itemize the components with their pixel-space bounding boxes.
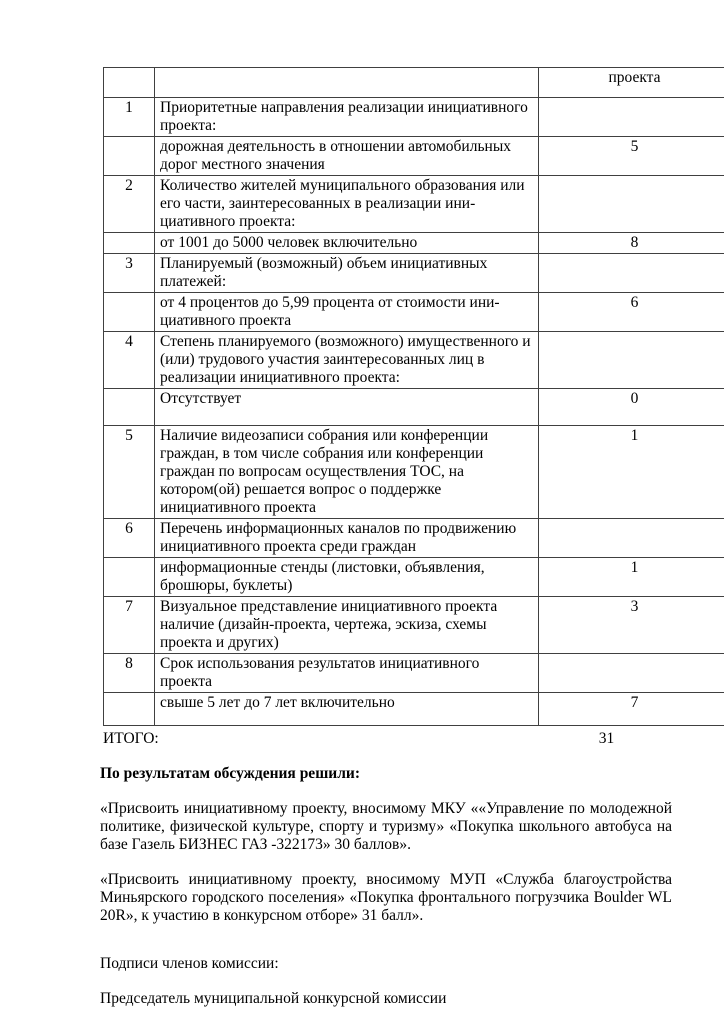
header-number-cell <box>104 68 155 98</box>
criterion-number-cell: 1 <box>104 98 155 137</box>
scoring-table <box>103 67 724 726</box>
table-row <box>104 519 724 558</box>
criterion-text-cell: от 4 процентов до 5,99 процента от стоимости ини-циативного проекта <box>155 293 539 332</box>
signatures-chairman-line: Председатель муниципальной конкурсной комиссии <box>100 990 447 1007</box>
criterion-number-cell: 3 <box>104 254 155 293</box>
resolution-paragraph: «Присвоить инициативному проекту, вносимому МКУ ««Управление по молодежной политике, физической культуре, спорту и туризму» «Покупка школьного автобуса на базе Газель БИЗНЕС ГАЗ -322173» 30 баллов». <box>100 800 672 853</box>
criterion-text-cell: Срок использования результатов инициативного проекта <box>155 654 539 693</box>
criterion-text-cell: Наличие видеозаписи собрания или конференции граждан, в том числе собрания или конференции граждан по вопросам осуществления ТОС, на котором(ой) решается вопрос о поддержке инициативного проекта <box>155 426 539 519</box>
criterion-number-cell <box>104 293 155 332</box>
points-cell: 0 <box>539 389 724 426</box>
criterion-text-cell: дорожная деятельность в отношении автомобильных дорог местного значения <box>155 137 539 176</box>
table-row <box>104 389 724 426</box>
table-row <box>104 176 724 233</box>
table-row <box>104 597 724 654</box>
criterion-number-cell <box>104 693 155 726</box>
criterion-text-cell: от 1001 до 5000 человек включительно <box>155 233 539 254</box>
criterion-text-cell: Планируемый (возможный) объем инициативных платежей: <box>155 254 539 293</box>
header-criterion-cell <box>155 68 539 98</box>
points-cell <box>539 654 724 693</box>
criterion-text-cell: Степень планируемого (возможного) имущественного и (или) трудового участия заинтересованных лиц в реализации инициативного проекта: <box>155 332 539 389</box>
points-cell <box>539 176 724 233</box>
points-cell <box>539 254 724 293</box>
criterion-number-cell: 6 <box>104 519 155 558</box>
table-row <box>104 332 724 389</box>
table-row <box>104 558 724 597</box>
criterion-text-cell: Визуальное представление инициативного проекта наличие (дизайн-проекта, чертежа, эскиза, схемы проекта и других) <box>155 597 539 654</box>
header-points-cell: проекта <box>539 68 724 98</box>
criterion-number-cell: 4 <box>104 332 155 389</box>
points-cell: 1 <box>539 426 724 519</box>
criterion-text-cell: Количество жителей муниципального образования или его части, заинтересованных в реализации ини-циативного проекта: <box>155 176 539 233</box>
criterion-text-cell: Перечень информационных каналов по продвижению инициативного проекта среди граждан <box>155 519 539 558</box>
criterion-number-cell: 7 <box>104 597 155 654</box>
criterion-number-cell: 8 <box>104 654 155 693</box>
criterion-number-cell: 2 <box>104 176 155 233</box>
table-row <box>104 137 724 176</box>
criterion-number-cell <box>104 233 155 254</box>
points-cell <box>539 98 724 137</box>
points-cell <box>539 519 724 558</box>
signatures-intro: Подписи членов комиссии: <box>100 955 279 972</box>
table-row <box>104 98 724 137</box>
points-cell <box>539 332 724 389</box>
criterion-number-cell: 5 <box>104 426 155 519</box>
points-cell: 5 <box>539 137 724 176</box>
totals-label: ИТОГО: <box>103 730 159 747</box>
criterion-text-cell: Отсутствует <box>155 389 539 426</box>
criterion-text-cell: Приоритетные направления реализации инициативного проекта: <box>155 98 539 137</box>
table-row <box>104 693 724 726</box>
table-row <box>104 293 724 332</box>
table-row <box>104 426 724 519</box>
resolution-paragraph: «Присвоить инициативному проекту, вносимому МУП «Служба благоустройства Миньярского городского поселения» «Покупка фронтального погрузчика Boulder WL 20R», к участию в конкурсном отборе» 31 балл». <box>100 871 672 924</box>
criterion-text-cell: информационные стенды (листовки, объявления, брошюры, буклеты) <box>155 558 539 597</box>
table-row <box>104 654 724 693</box>
criterion-number-cell <box>104 137 155 176</box>
criterion-number-cell <box>104 389 155 426</box>
criterion-number-cell <box>104 558 155 597</box>
totals-row <box>103 730 697 748</box>
points-cell: 3 <box>539 597 724 654</box>
criterion-text-cell: свыше 5 лет до 7 лет включительно <box>155 693 539 726</box>
points-cell: 1 <box>539 558 724 597</box>
points-cell: 6 <box>539 293 724 332</box>
table-header-row <box>104 68 724 98</box>
table-row <box>104 233 724 254</box>
totals-value: 31 <box>598 730 615 747</box>
points-cell: 8 <box>539 233 724 254</box>
table-row <box>104 254 724 293</box>
resolution-heading: По результатам обсуждения решили: <box>100 765 360 782</box>
points-cell: 7 <box>539 693 724 726</box>
